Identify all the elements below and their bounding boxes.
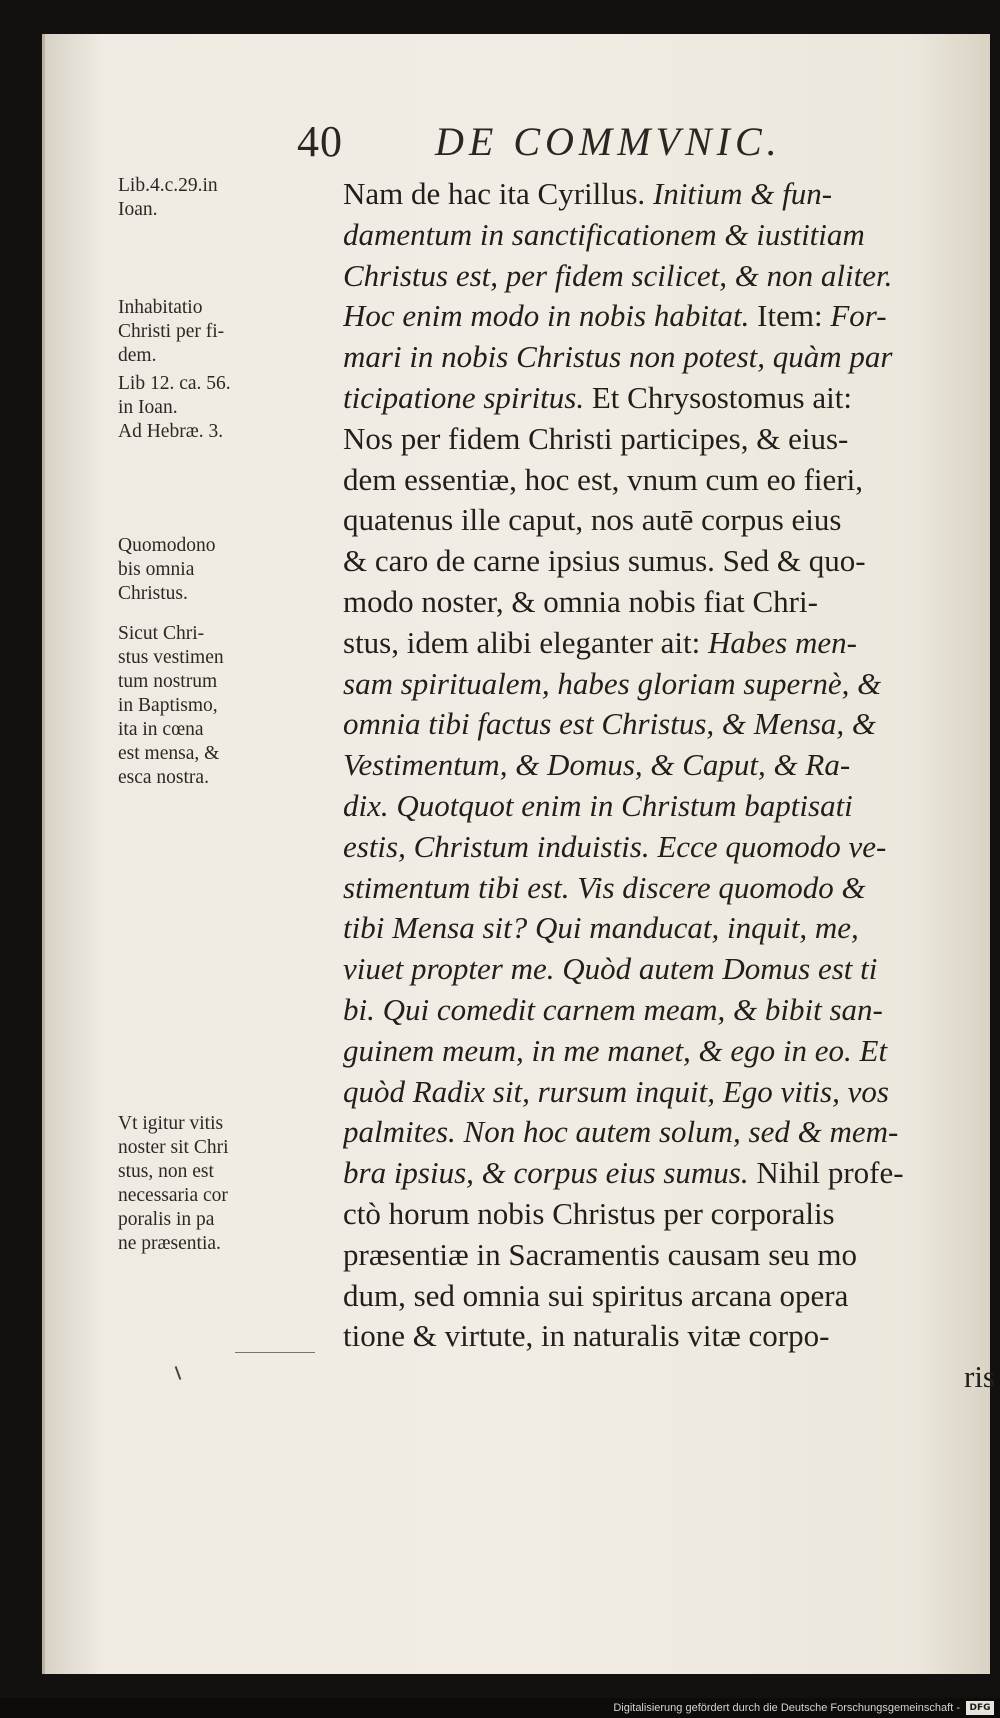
- text-line: [343, 827, 995, 868]
- text-line: [343, 949, 995, 990]
- margin-note: Quomodono bis omnia Christus.: [118, 535, 216, 604]
- text-line: [343, 1235, 995, 1276]
- italic-run: Vestimentum, & Domus, & Caput, & Ra-: [343, 747, 851, 783]
- italic-run: bi. Qui comedit carnem meam, & bibit san-: [343, 991, 883, 1027]
- text-line: [343, 460, 995, 501]
- roman-run: tione & virtute, in naturalis vitæ corpo-: [343, 1318, 830, 1354]
- dfg-logo-icon: DFG: [966, 1701, 994, 1715]
- book-page: [42, 34, 995, 1674]
- footer-credit: Digitalisierung gefördert durch die Deutsche Forschungsgemeinschaft -: [613, 1702, 960, 1714]
- margin-note: Lib 12. ca. 56. in Ioan.: [118, 373, 231, 418]
- margin-note: Lib.4.c.29.in Ioan.: [118, 175, 218, 220]
- text-line: [343, 1153, 995, 1194]
- italic-run: mari in nobis Christus non potest, quàm par: [343, 339, 893, 375]
- text-line: [343, 990, 995, 1031]
- text-line: [343, 745, 995, 786]
- main-text-block: [343, 174, 995, 1398]
- roman-run: præsentiæ in Sacramentis causam seu mo: [343, 1236, 857, 1272]
- italic-run: damentum in sanctificationem & iustitiam: [343, 216, 865, 252]
- roman-run: quatenus ille caput, nos autē corpus eius: [343, 502, 842, 538]
- italic-run: For-: [830, 298, 887, 334]
- italic-run: Initium & fun-: [652, 176, 833, 211]
- text-line: [343, 541, 995, 582]
- text-line: [343, 1316, 995, 1357]
- roman-run: Item:: [749, 298, 831, 334]
- italic-run: tibi Mensa sit? Qui manducat, inquit, me,: [343, 910, 859, 946]
- italic-run: viuet propter me. Quòd autem Domus est ti: [343, 951, 878, 987]
- italic-run: Habes men-: [708, 624, 857, 660]
- margin-note: Ad Hebræ. 3.: [118, 421, 224, 442]
- text-line: [343, 337, 995, 378]
- roman-run: ctò horum nobis Christus per corporalis: [343, 1195, 835, 1231]
- text-line: [343, 786, 995, 827]
- text-line: [343, 1194, 995, 1235]
- italic-run: bra ipsius, & corpus eius sumus.: [343, 1155, 749, 1191]
- text-line: [343, 664, 995, 705]
- margin-note: Vt igitur vitis noster sit Chri stus, non est necessaria cor poralis in pa ne præsentia.: [118, 1113, 229, 1254]
- text-line: [343, 704, 995, 745]
- roman-run: & caro de carne ipsius sumus. Sed & quo-: [343, 543, 866, 579]
- ink-tick-mark: [175, 1366, 182, 1380]
- roman-run: Nos per fidem Christi participes, & eius-: [343, 420, 849, 456]
- italic-run: sam spiritualem, habes gloriam supernè, &: [343, 665, 882, 701]
- italic-run: ticipatione spiritus.: [343, 379, 585, 415]
- digitization-footer: [0, 1698, 1000, 1718]
- italic-run: quòd Radix sit, rursum inquit, Ego vitis, vos: [343, 1073, 889, 1109]
- text-line: [343, 868, 995, 909]
- roman-run: dum, sed omnia sui spiritus arcana opera: [343, 1277, 849, 1313]
- italic-run: Hoc enim modo in nobis habitat.: [343, 298, 750, 334]
- italic-run: omnia tibi factus est Christus, & Mensa, &: [343, 706, 877, 742]
- italic-run: estis, Christum induistis. Ecce quomodo ve-: [343, 828, 887, 864]
- text-line: [343, 419, 995, 460]
- text-line: [343, 500, 995, 541]
- text-line: [343, 623, 995, 664]
- roman-run: Et Chrysostomus ait:: [584, 379, 852, 415]
- roman-run: dem essentiæ, hoc est, vnum cum eo fieri,: [343, 461, 863, 497]
- text-line: [343, 296, 995, 337]
- italic-run: Christus est, per fidem scilicet, & non aliter.: [343, 257, 893, 293]
- margin-note: Sicut Chri- stus vestimen tum nostrum in Baptismo, ita in cœna est mensa, & esca nostra.: [118, 623, 224, 788]
- roman-run: stus, idem alibi eleganter ait:: [343, 624, 709, 660]
- text-line: [343, 908, 995, 949]
- text-line: [343, 256, 995, 297]
- text-line: [343, 1357, 995, 1398]
- italic-run: guinem meum, in me manet, & ego in eo. Et: [343, 1032, 888, 1068]
- page-number: 40: [297, 117, 343, 166]
- text-line: [343, 378, 995, 419]
- italic-run: palmites. Non hoc autem solum, sed & mem-: [343, 1114, 899, 1150]
- text-line: [343, 1072, 995, 1113]
- italic-run: dix. Quotquot enim in Christum baptisati: [343, 787, 853, 823]
- page-header: [45, 116, 990, 176]
- printer-rule-mark: [235, 1352, 315, 1353]
- roman-run: ris: [964, 1359, 995, 1395]
- text-line: [343, 1112, 995, 1153]
- text-line: [343, 582, 995, 623]
- roman-run: Nam de hac ita Cyrillus.: [343, 176, 653, 211]
- text-line: [343, 215, 995, 256]
- text-line: [343, 1031, 995, 1072]
- running-head: DE COMMVNIC.: [435, 119, 782, 164]
- roman-run: modo noster, & omnia nobis fiat Chri-: [343, 583, 818, 619]
- text-line: [343, 174, 995, 215]
- italic-run: stimentum tibi est. Vis discere quomodo &: [343, 869, 866, 905]
- roman-run: Nihil profe-: [748, 1155, 904, 1191]
- margin-note: Inhabitatio Christi per fi- dem.: [118, 297, 225, 366]
- text-line: [343, 1276, 995, 1317]
